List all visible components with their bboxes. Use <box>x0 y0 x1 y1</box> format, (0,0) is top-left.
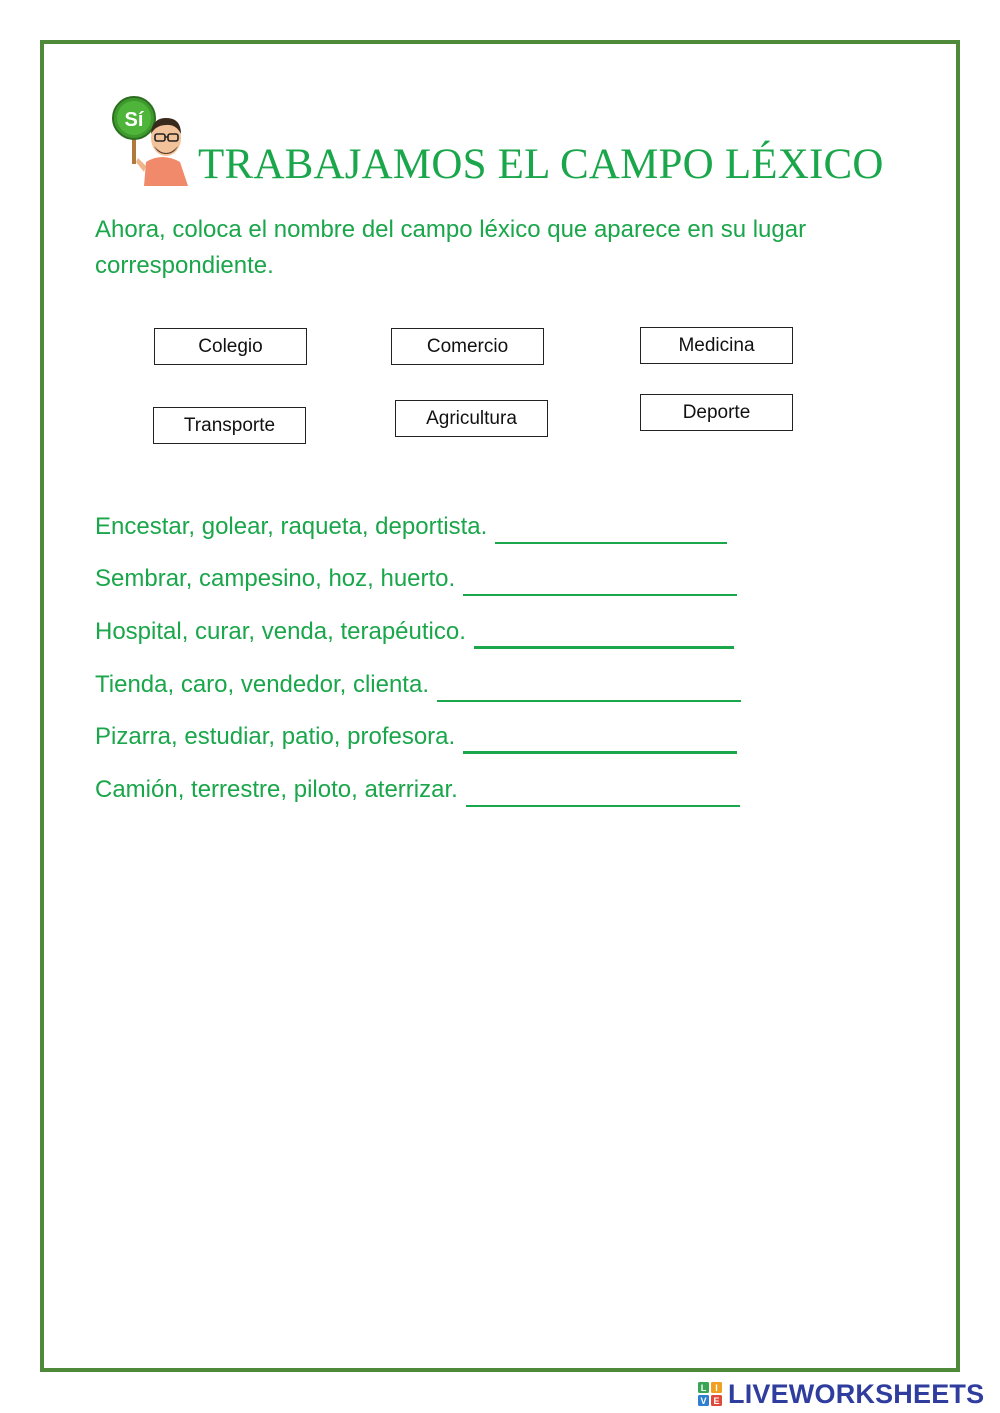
page-title: TRABAJAMOS EL CAMPO LÉXICO <box>198 141 884 188</box>
word-deporte[interactable]: Deporte <box>640 394 793 431</box>
teacher-avatar-icon <box>108 96 194 186</box>
avatar-sign-text: Sí <box>124 109 144 131</box>
answer-blank[interactable] <box>466 779 740 807</box>
exercise-text: Hospital, curar, venda, terapéutico. <box>95 618 466 645</box>
exercise-row <box>95 615 734 649</box>
brand-name: LIVEWORKSHEETS <box>728 1378 985 1409</box>
liveworksheets-icon <box>698 1382 722 1406</box>
answer-blank[interactable] <box>437 674 741 702</box>
word-comercio[interactable]: Comercio <box>391 328 544 365</box>
svg-text:I: I <box>715 1383 718 1393</box>
exercise-row <box>95 510 727 544</box>
exercise-row <box>95 562 737 596</box>
svg-text:E: E <box>713 1396 720 1406</box>
exercise-text: Encestar, golear, raqueta, deportista. <box>95 513 488 540</box>
svg-text:V: V <box>700 1396 707 1406</box>
answer-blank[interactable] <box>474 620 734 649</box>
exercise-text: Sembrar, campesino, hoz, huerto. <box>95 565 456 592</box>
exercise-text: Tienda, caro, vendedor, clienta. <box>95 671 429 698</box>
exercise-row <box>95 720 737 754</box>
svg-text:L: L <box>700 1383 707 1393</box>
word-medicina[interactable]: Medicina <box>640 327 793 364</box>
liveworksheets-logo <box>698 1379 984 1409</box>
word-agricultura[interactable]: Agricultura <box>395 400 548 437</box>
exercise-text: Camión, terrestre, piloto, aterrizar. <box>95 776 458 803</box>
word-transporte[interactable]: Transporte <box>153 407 306 444</box>
exercise-text: Pizarra, estudiar, patio, profesora. <box>95 723 456 750</box>
word-colegio[interactable]: Colegio <box>154 328 307 365</box>
answer-blank[interactable] <box>463 568 737 596</box>
instruction-text: Ahora, coloca el nombre del campo léxico que aparece en su lugar correspondiente. <box>95 216 807 279</box>
answer-blank[interactable] <box>463 725 737 754</box>
answer-blank[interactable] <box>495 516 727 544</box>
exercise-row <box>95 668 741 702</box>
exercise-row <box>95 773 740 807</box>
